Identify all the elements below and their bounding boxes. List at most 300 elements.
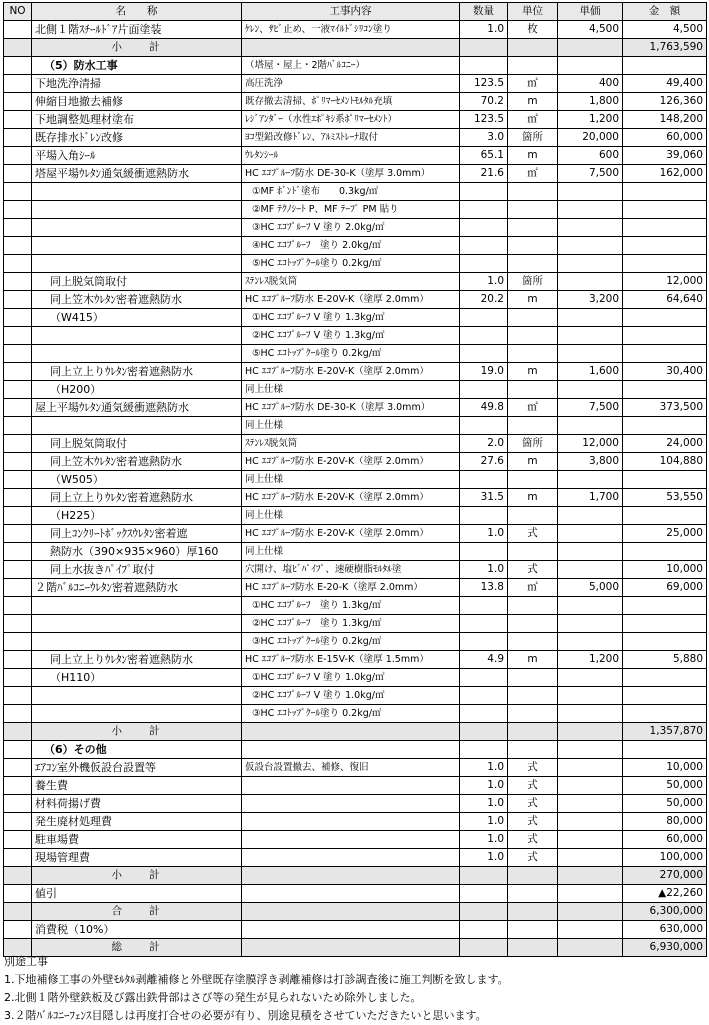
cell-amount: 12,000: [623, 273, 707, 291]
cell-amount: 4,500: [623, 21, 707, 39]
cell-name: [32, 687, 242, 705]
cell-content: ①HC ｴｺﾌﾟﾙｰﾌ V 塗り 1.0kg/㎡: [242, 669, 460, 687]
cell-price: [558, 273, 623, 291]
cell-price: [558, 849, 623, 867]
cell-content: [242, 795, 460, 813]
cell-price: [558, 507, 623, 525]
cell-amount: [623, 417, 707, 435]
cell-name: 同上ｺﾝｸﾘｰﾄﾎﾞｯｸｽｳﾚﾀﾝ密着遮: [32, 525, 242, 543]
cell-amount: [623, 201, 707, 219]
cell-price: [558, 327, 623, 345]
cell-price: [558, 597, 623, 615]
cell-content: [242, 849, 460, 867]
table-row: [4, 579, 707, 597]
cell-price: 1,200: [558, 111, 623, 129]
cell-amount: [623, 687, 707, 705]
subtotal-row: [4, 867, 707, 885]
cell-amount: 270,000: [623, 867, 707, 885]
cell-unit: [508, 615, 558, 633]
cell-amount: 39,060: [623, 147, 707, 165]
cell-amount: [623, 615, 707, 633]
header-content: 工事内容: [242, 3, 460, 21]
cell-content: ﾖｺ型鉛改修ﾄﾞﾚﾝ、ｱﾙﾐｽﾄﾚｰﾅ取付: [242, 129, 460, 147]
table-row: [4, 417, 707, 435]
cell-name: （H110）: [32, 669, 242, 687]
cell-qty: 1.0: [460, 273, 508, 291]
table-row: [4, 165, 707, 183]
table-row: [4, 273, 707, 291]
table-row: [4, 633, 707, 651]
cell-no: [4, 201, 32, 219]
cell-content: [242, 903, 460, 921]
cell-unit: [508, 723, 558, 741]
note-line: 2.北側１階外壁鉄板及び露出鉄骨部はさび等の発生が見られないため除外しました。: [4, 991, 422, 1004]
cell-amount: 53,550: [623, 489, 707, 507]
cell-amount: 49,400: [623, 75, 707, 93]
table-row: [4, 129, 707, 147]
cell-amount: 5,880: [623, 651, 707, 669]
cell-no: [4, 759, 32, 777]
cell-unit: m: [508, 489, 558, 507]
cell-qty: [460, 669, 508, 687]
cell-unit: ㎡: [508, 399, 558, 417]
cell-content: ｹﾚﾝ、ｻﾋﾞ止め、一液ﾏｲﾙﾄﾞｼﾘｺﾝ塗り: [242, 21, 460, 39]
header-qty: 数量: [460, 3, 508, 21]
cell-no: [4, 507, 32, 525]
table-row: [4, 111, 707, 129]
table-row: [4, 705, 707, 723]
cell-no: [4, 75, 32, 93]
cell-no: [4, 669, 32, 687]
header-name: 名 称: [32, 3, 242, 21]
cell-qty: 1.0: [460, 813, 508, 831]
cell-no: [4, 237, 32, 255]
cell-name: 発生廃材処理費: [32, 813, 242, 831]
cell-unit: [508, 183, 558, 201]
cell-name: 同上立上りｳﾚﾀﾝ密着遮熱防水: [32, 363, 242, 381]
table-row: [4, 435, 707, 453]
cell-name: 屋上平場ｳﾚﾀﾝ通気緩衝遮熱防水: [32, 399, 242, 417]
cell-qty: [460, 615, 508, 633]
cell-qty: 13.8: [460, 579, 508, 597]
cell-price: [558, 615, 623, 633]
cell-amount: 50,000: [623, 777, 707, 795]
cell-qty: [460, 237, 508, 255]
cell-content: [242, 723, 460, 741]
table-row: [4, 543, 707, 561]
cell-no: [4, 273, 32, 291]
header-no: NO: [4, 3, 32, 21]
cell-content: [242, 741, 460, 759]
cell-unit: [508, 597, 558, 615]
cell-no: [4, 867, 32, 885]
cell-amount: 69,000: [623, 579, 707, 597]
cell-unit: ㎡: [508, 165, 558, 183]
cell-qty: 31.5: [460, 489, 508, 507]
cell-price: [558, 201, 623, 219]
table-row: [4, 687, 707, 705]
table-row: [4, 399, 707, 417]
cell-qty: 1.0: [460, 777, 508, 795]
cell-qty: 1.0: [460, 849, 508, 867]
cell-no: [4, 417, 32, 435]
cell-content: ②HC ｴｺﾌﾟﾙｰﾌ V 塗り 1.3kg/㎡: [242, 327, 460, 345]
cell-content: 穴開け、塩ﾋﾞﾊﾟｲﾌﾟ、速硬樹脂ﾓﾙﾀﾙ塗: [242, 561, 460, 579]
cell-amount: [623, 345, 707, 363]
cell-price: 4,500: [558, 21, 623, 39]
estimate-sheet: [3, 2, 706, 957]
cell-name: [32, 597, 242, 615]
cell-amount: 50,000: [623, 795, 707, 813]
cell-unit: 式: [508, 777, 558, 795]
cell-unit: [508, 669, 558, 687]
table-row: [4, 93, 707, 111]
cell-unit: [508, 381, 558, 399]
cell-no: [4, 849, 32, 867]
cell-unit: [508, 237, 558, 255]
cell-qty: 2.0: [460, 435, 508, 453]
cell-qty: [460, 345, 508, 363]
table-row: [4, 381, 707, 399]
cell-content: ②HC ｴｺﾌﾟﾙｰﾌ V 塗り 1.0kg/㎡: [242, 687, 460, 705]
cell-name: [32, 327, 242, 345]
cell-no: [4, 39, 32, 57]
cell-content: 同上仕様: [242, 543, 460, 561]
cell-content: HC ｴｺﾌﾟﾙｰﾌ防水 DE-30-K（塗厚 3.0mm）: [242, 165, 460, 183]
cell-price: [558, 525, 623, 543]
table-row: [4, 885, 707, 903]
cell-name: 小 計: [32, 39, 242, 57]
cell-content: [242, 831, 460, 849]
cell-qty: [460, 903, 508, 921]
cell-name: [32, 219, 242, 237]
cell-amount: ▲22,260: [623, 885, 707, 903]
cell-qty: [460, 867, 508, 885]
cell-name: （W415）: [32, 309, 242, 327]
table-row: [4, 309, 707, 327]
cell-unit: ㎡: [508, 579, 558, 597]
cell-no: [4, 453, 32, 471]
cell-content: [242, 885, 460, 903]
cell-content: ②HC ｴｺﾌﾟﾙｰﾌ 塗り 1.3kg/㎡: [242, 615, 460, 633]
cell-no: [4, 687, 32, 705]
cell-qty: [460, 255, 508, 273]
notes-section: [4, 953, 704, 1025]
cell-amount: [623, 219, 707, 237]
cell-name: 同上笠木ｳﾚﾀﾝ密着遮熱防水: [32, 453, 242, 471]
cell-price: [558, 903, 623, 921]
table-row: [4, 219, 707, 237]
table-row: [4, 651, 707, 669]
cell-no: [4, 705, 32, 723]
cell-qty: [460, 417, 508, 435]
cell-price: [558, 669, 623, 687]
cell-unit: 式: [508, 813, 558, 831]
table-row: [4, 291, 707, 309]
cell-name: [32, 345, 242, 363]
table-row: [4, 183, 707, 201]
table-row: [4, 777, 707, 795]
cell-unit: [508, 687, 558, 705]
cell-no: [4, 543, 32, 561]
cell-qty: 49.8: [460, 399, 508, 417]
table-row: [4, 849, 707, 867]
cell-unit: [508, 345, 558, 363]
subtotal-row: [4, 39, 707, 57]
cell-amount: [623, 597, 707, 615]
note-line: 1.下地補修工事の外壁ﾓﾙﾀﾙ剥離補修と外壁既存塗膜浮き剥離補修は打診調査後に施工判断を致します。: [4, 973, 509, 986]
cell-price: [558, 381, 623, 399]
cell-unit: [508, 867, 558, 885]
cell-unit: [508, 201, 558, 219]
cell-price: [558, 237, 623, 255]
cell-no: [4, 345, 32, 363]
cell-qty: [460, 885, 508, 903]
cell-qty: [460, 741, 508, 759]
cell-content: HC ｴｺﾌﾟﾙｰﾌ防水 E-20V-K（塗厚 2.0mm）: [242, 489, 460, 507]
cell-no: [4, 111, 32, 129]
cell-price: [558, 813, 623, 831]
cell-content: ①HC ｴｺﾌﾟﾙｰﾌ 塗り 1.3kg/㎡: [242, 597, 460, 615]
cell-unit: 式: [508, 849, 558, 867]
cell-amount: 25,000: [623, 525, 707, 543]
cell-unit: [508, 255, 558, 273]
cell-qty: 21.6: [460, 165, 508, 183]
cell-content: ③HC ｴｺﾄｯﾌﾟｸｰﾙ塗り 0.2kg/㎡: [242, 705, 460, 723]
cell-unit: [508, 417, 558, 435]
cell-qty: 70.2: [460, 93, 508, 111]
cell-no: [4, 165, 32, 183]
cell-unit: 箇所: [508, 129, 558, 147]
cell-no: [4, 327, 32, 345]
cell-amount: 80,000: [623, 813, 707, 831]
cell-no: [4, 471, 32, 489]
cell-no: [4, 831, 32, 849]
cell-no: [4, 129, 32, 147]
cell-qty: 123.5: [460, 75, 508, 93]
cell-qty: 1.0: [460, 561, 508, 579]
cell-name: 養生費: [32, 777, 242, 795]
cell-name: ｴｱｺﾝ室外機仮設台設置等: [32, 759, 242, 777]
cell-name: （H200）: [32, 381, 242, 399]
cell-name: 現場管理費: [32, 849, 242, 867]
cell-qty: [460, 219, 508, 237]
cell-price: [558, 795, 623, 813]
cell-qty: [460, 723, 508, 741]
cell-qty: [460, 507, 508, 525]
cell-amount: 30,400: [623, 363, 707, 381]
cell-unit: [508, 471, 558, 489]
cell-no: [4, 525, 32, 543]
cell-amount: 126,360: [623, 93, 707, 111]
cell-content: HC ｴｺﾌﾟﾙｰﾌ防水 E-15V-K（塗厚 1.5mm）: [242, 651, 460, 669]
cell-no: [4, 615, 32, 633]
cell-content: [242, 777, 460, 795]
cell-content: HC ｴｺﾌﾟﾙｰﾌ防水 E-20V-K（塗厚 2.0mm）: [242, 453, 460, 471]
cell-no: [4, 885, 32, 903]
cell-price: [558, 471, 623, 489]
cell-unit: 式: [508, 759, 558, 777]
cell-unit: 箇所: [508, 435, 558, 453]
cell-content: （塔屋・屋上・2階ﾊﾞﾙｺﾆｰ）: [242, 57, 460, 75]
cell-amount: 1,763,590: [623, 39, 707, 57]
table-row: [4, 561, 707, 579]
table-row: [4, 795, 707, 813]
cell-name: [32, 615, 242, 633]
cell-unit: m: [508, 363, 558, 381]
cell-no: [4, 597, 32, 615]
cell-unit: [508, 543, 558, 561]
cell-name: 値引: [32, 885, 242, 903]
cell-content: 同上仕様: [242, 417, 460, 435]
note-line: 3.２階ﾊﾞﾙｺﾆｰﾌｪﾝｽ目隠しは再度打合せの必要が有り、別途見積をさせていただきたいと思います。: [4, 1009, 487, 1022]
cell-price: [558, 183, 623, 201]
subtotal-row: [4, 903, 707, 921]
cell-name: 既存排水ﾄﾞﾚﾝ改修: [32, 129, 242, 147]
cell-price: 1,800: [558, 93, 623, 111]
cell-price: [558, 759, 623, 777]
cell-qty: [460, 597, 508, 615]
cell-price: 400: [558, 75, 623, 93]
cell-unit: [508, 903, 558, 921]
cell-price: 5,000: [558, 579, 623, 597]
cell-unit: [508, 633, 558, 651]
notes-title: 別途工事: [4, 955, 48, 968]
cell-qty: [460, 309, 508, 327]
cell-amount: [623, 237, 707, 255]
cell-no: [4, 21, 32, 39]
table-row: [4, 363, 707, 381]
table-row: [4, 921, 707, 939]
cell-qty: 20.2: [460, 291, 508, 309]
cell-name: [32, 183, 242, 201]
estimate-table: [3, 2, 707, 957]
cell-qty: [460, 39, 508, 57]
cell-name: [32, 201, 242, 219]
cell-name: [32, 705, 242, 723]
cell-price: 20,000: [558, 129, 623, 147]
cell-amount: 24,000: [623, 435, 707, 453]
cell-amount: [623, 471, 707, 489]
cell-amount: 100,000: [623, 849, 707, 867]
cell-price: 1,200: [558, 651, 623, 669]
cell-content: HC ｴｺﾌﾟﾙｰﾌ防水 E-20V-K（塗厚 2.0mm）: [242, 291, 460, 309]
cell-qty: 1.0: [460, 795, 508, 813]
cell-price: [558, 255, 623, 273]
cell-amount: 162,000: [623, 165, 707, 183]
cell-amount: 104,880: [623, 453, 707, 471]
cell-price: [558, 921, 623, 939]
cell-unit: [508, 507, 558, 525]
cell-qty: [460, 921, 508, 939]
cell-content: ③HC ｴｺﾄｯﾌﾟｸｰﾙ塗り 0.2kg/㎡: [242, 633, 460, 651]
cell-no: [4, 93, 32, 111]
cell-content: 高圧洗浄: [242, 75, 460, 93]
cell-content: ①HC ｴｺﾌﾟﾙｰﾌ V 塗り 1.3kg/㎡: [242, 309, 460, 327]
cell-no: [4, 561, 32, 579]
cell-content: [242, 867, 460, 885]
cell-amount: [623, 57, 707, 75]
cell-amount: 64,640: [623, 291, 707, 309]
cell-no: [4, 777, 32, 795]
cell-price: [558, 309, 623, 327]
header-price: 単価: [558, 3, 623, 21]
cell-name: （5）防水工事: [32, 57, 242, 75]
cell-content: HC ｴｺﾌﾟﾙｰﾌ防水 E-20V-K（塗厚 2.0mm）: [242, 525, 460, 543]
cell-name: 合 計: [32, 903, 242, 921]
cell-no: [4, 399, 32, 417]
cell-name: [32, 237, 242, 255]
cell-no: [4, 813, 32, 831]
cell-amount: 6,300,000: [623, 903, 707, 921]
cell-no: [4, 741, 32, 759]
cell-qty: 1.0: [460, 831, 508, 849]
cell-amount: [623, 543, 707, 561]
cell-unit: [508, 219, 558, 237]
cell-no: [4, 651, 32, 669]
cell-content: [242, 813, 460, 831]
cell-amount: [623, 633, 707, 651]
cell-unit: [508, 309, 558, 327]
cell-unit: [508, 327, 558, 345]
cell-content: 同上仕様: [242, 507, 460, 525]
cell-no: [4, 903, 32, 921]
cell-qty: [460, 633, 508, 651]
cell-name: 同上笠木ｳﾚﾀﾝ密着遮熱防水: [32, 291, 242, 309]
cell-price: 3,800: [558, 453, 623, 471]
cell-qty: [460, 705, 508, 723]
cell-amount: [623, 381, 707, 399]
cell-price: [558, 777, 623, 795]
cell-price: [558, 39, 623, 57]
cell-price: [558, 831, 623, 849]
cell-unit: [508, 57, 558, 75]
cell-name: 同上立上りｳﾚﾀﾝ密着遮熱防水: [32, 489, 242, 507]
table-row: [4, 471, 707, 489]
table-row: [4, 237, 707, 255]
cell-no: [4, 147, 32, 165]
cell-price: 7,500: [558, 165, 623, 183]
cell-qty: [460, 327, 508, 345]
cell-name: 同上立上りｳﾚﾀﾝ密着遮熱防水: [32, 651, 242, 669]
table-row: [4, 345, 707, 363]
cell-name: 駐車場費: [32, 831, 242, 849]
cell-price: 7,500: [558, 399, 623, 417]
cell-content: ｽﾃﾝﾚｽ脱気筒: [242, 273, 460, 291]
cell-amount: 148,200: [623, 111, 707, 129]
cell-unit: m: [508, 93, 558, 111]
cell-no: [4, 795, 32, 813]
cell-name: 北側１階ｽﾁｰﾙﾄﾞｱ片面塗装: [32, 21, 242, 39]
cell-amount: 60,000: [623, 129, 707, 147]
cell-name: 同上水抜きﾊﾟｲﾌﾟ取付: [32, 561, 242, 579]
cell-price: [558, 705, 623, 723]
cell-price: [558, 867, 623, 885]
cell-unit: ㎡: [508, 111, 558, 129]
cell-qty: [460, 543, 508, 561]
cell-qty: [460, 183, 508, 201]
cell-name: 下地調整処理材塗布: [32, 111, 242, 129]
table-row: [4, 597, 707, 615]
cell-unit: m: [508, 651, 558, 669]
cell-price: [558, 885, 623, 903]
cell-content: 同上仕様: [242, 381, 460, 399]
cell-amount: 630,000: [623, 921, 707, 939]
cell-name: （6）その他: [32, 741, 242, 759]
table-row: [4, 327, 707, 345]
table-row: [4, 525, 707, 543]
cell-name: 下地洗浄清掃: [32, 75, 242, 93]
